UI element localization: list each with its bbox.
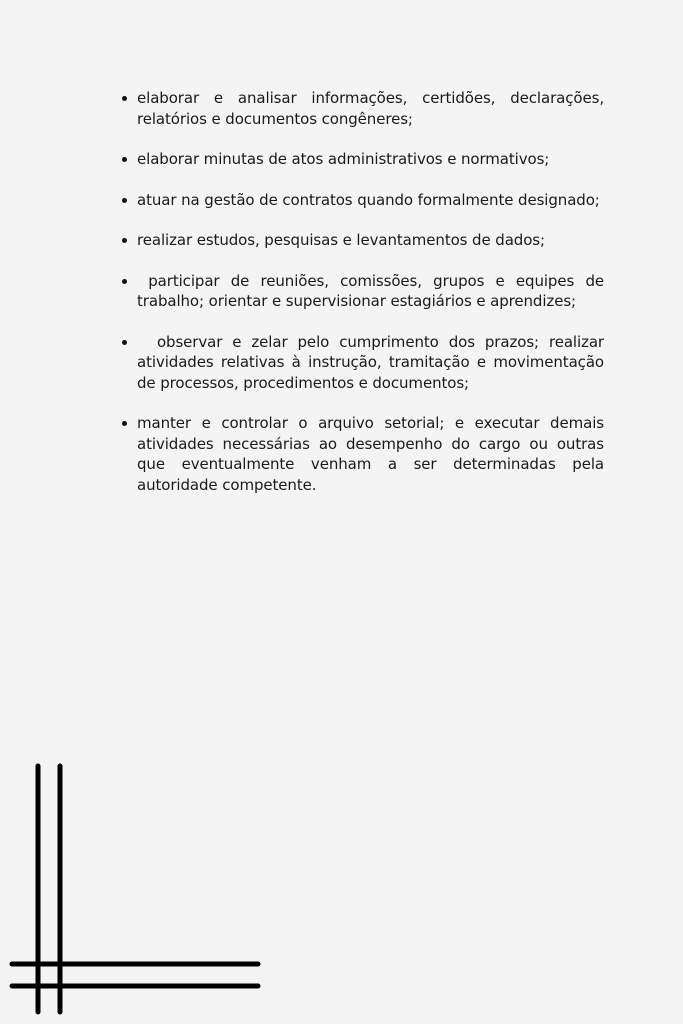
list-item-text: observar e zelar pelo cumprimento dos prazos; realizar atividades relativas à instrução, tramitação e movimentação de processos, procedimentos e documentos; bbox=[137, 332, 609, 392]
list-item-text: elaborar e analisar informações, certidões, declarações, relatórios e documentos congêneres; bbox=[137, 89, 604, 128]
list-item bbox=[120, 230, 604, 251]
bullet-icon bbox=[122, 157, 127, 162]
list-item bbox=[120, 190, 604, 211]
list-item-text: realizar estudos, pesquisas e levantamentos de dados; bbox=[137, 231, 545, 249]
list-item bbox=[120, 149, 604, 170]
list-item bbox=[120, 88, 604, 129]
list-item bbox=[120, 413, 604, 495]
list-item-text: elaborar minutas de atos administrativos e normativos; bbox=[137, 150, 550, 168]
bullet-icon bbox=[122, 340, 127, 345]
bullet-icon bbox=[122, 198, 127, 203]
bullet-icon bbox=[122, 279, 127, 284]
bullet-icon bbox=[122, 238, 127, 243]
bullet-icon bbox=[122, 421, 127, 426]
bullet-icon bbox=[122, 96, 127, 101]
list-item-text: participar de reuniões, comissões, grupos e equipes de trabalho; orientar e supervisionar estagiários e aprendizes; bbox=[137, 271, 609, 310]
duties-bullet-list bbox=[120, 88, 609, 515]
list-item-text: atuar na gestão de contratos quando formalmente designado; bbox=[137, 190, 600, 209]
list-item bbox=[120, 332, 609, 394]
list-item-text: manter e controlar o arquivo setorial; e executar demais atividades necessárias ao desempenho do cargo ou outras que eventualmente venham a ser determinadas pela autoridade competente. bbox=[137, 414, 604, 494]
list-item bbox=[120, 271, 609, 312]
